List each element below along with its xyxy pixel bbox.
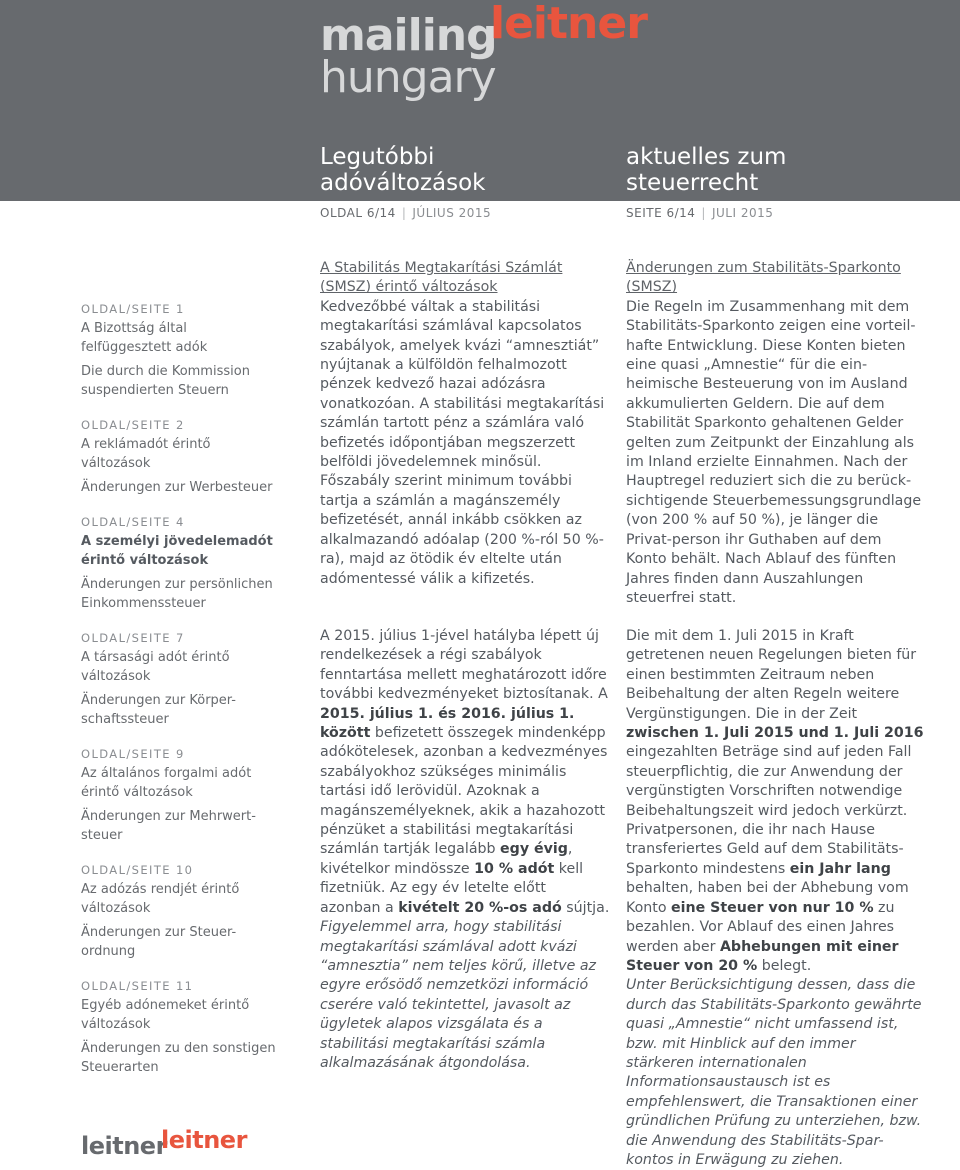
logo-leitner-text: leitner: [490, 0, 647, 49]
page-date: JÚLIUS 2015: [412, 206, 492, 220]
toc-entry[interactable]: [81, 861, 281, 961]
header-band: [0, 0, 960, 201]
text-italic: Unter Berücksichtigung dessen, dass die durch das Stabilitäts-Sparkonto gewährte quasi „Amnestie“ nicht umfassend ist, bzw. mit Hinblick auf den immer stärkeren internationalen Informationsaustausch ist es empfehlenswert, die Transaktionen einer gründlichen Prüfung zu unterziehen, bzw. die Anwendung des Stabilitäts-Spar-kontos in Erwägung zu ziehen.: [626, 977, 922, 1168]
toc-title-de[interactable]: Änderungen zur Steuer-ordnung: [81, 925, 237, 959]
text-bold: egy évig: [500, 841, 568, 858]
table-of-contents: [81, 300, 281, 1093]
text-run: behalten, haben bei der Abhebung vom Konto: [626, 880, 909, 916]
toc-page-label: OLDAL/SEITE 7: [81, 631, 185, 645]
paragraph-italic: [626, 976, 926, 1170]
text-run: belegt.: [757, 957, 812, 974]
text-bold: Abhebungen mit einer Steuer von 20 %: [626, 938, 899, 974]
text-run: eingezahlten Beträge sind auf jeden Fall steuerpflichtig, die zur Anwendung der vergünstigten Vorschriften notwendige Beibehaltungszeit wird jedoch verkürzt. Privatpersonen, die ihr nach Hause transferiertes Geld auf dem Stabilitäts-Sparkonto mindestens: [626, 744, 912, 877]
toc-entry-current[interactable]: [81, 513, 281, 613]
toc-entry[interactable]: [81, 300, 281, 400]
logo-hungary-text: hungary: [320, 52, 496, 103]
text-bold: zwischen 1. Juli 2015 und 1. Juli 2016: [626, 725, 924, 742]
paragraph-italic: [320, 918, 610, 1073]
footer-logo: [81, 1128, 251, 1160]
text-italic: Figyelemmel arra, hogy stabilitási megtakarítási számlával adott kvázi “amnesztia” nem teljes körű, illetve az egyre erősödő nemzetközi információ cserére való tekintettel, javasolt az ügyletek alapos vizsgálata és a stabilitási megtakarítási számla alkalmazásának átgondolása.: [320, 919, 596, 1071]
page-label: SEITE 6/14: [626, 206, 696, 220]
text-run: kell fizetniük. Az egy év letelte előtt azonban a: [320, 860, 584, 916]
text-run: A 2015. július 1-jével hatályba lépett új rendelkezések a régi szabályok fenntartása mellett meghatározott időre további kedvezményeket biztosítanak. A: [320, 628, 608, 703]
section-title-de: aktuelles zum steuerrecht: [626, 144, 787, 196]
article-de-part2: [626, 627, 926, 1170]
text-run: befizetett összegek mindenképp adókötelesek, azonban a kedvezményes szabályokhoz szükséges minimális tartási idő lerövidül. Azoknak a magánszemélyeknek, akik a hazahozott pénzüket a stabilitási megtakarítási számlán tartják legalább: [320, 725, 608, 858]
text-bold: 2015. július 1. és 2016. július 1. között: [320, 705, 575, 742]
toc-title-hu[interactable]: A társasági adót érintő változások: [81, 650, 230, 684]
toc-title-hu[interactable]: Egyéb adónemeket érintő változások: [81, 998, 250, 1032]
section-title-hu: Legutóbbi adóváltozások: [320, 144, 486, 196]
text-bold: ein Jahr lang: [789, 860, 891, 877]
toc-title-de[interactable]: Änderungen zur Werbesteuer: [81, 480, 273, 495]
text-run: sújtja.: [561, 899, 610, 916]
page-indicator-hu: [320, 206, 491, 220]
article-hu-part1: [320, 259, 610, 589]
toc-title-hu[interactable]: A személyi jövedelemadót érintő változások: [81, 534, 273, 568]
text-run: , kivételkor mindössze: [320, 841, 573, 877]
toc-title-hu[interactable]: Az általános forgalmi adót érintő változások: [81, 766, 252, 800]
text-bold: eine Steuer von nur 10 %: [671, 899, 874, 916]
page-indicator-de: [626, 206, 773, 220]
paragraph: [320, 627, 610, 918]
toc-entry[interactable]: [81, 745, 281, 845]
toc-title-de[interactable]: Änderungen zur persönlichen Einkommenssteuer: [81, 577, 273, 611]
separator: |: [701, 206, 706, 220]
separator: |: [401, 206, 407, 220]
text-run: zu bezahlen. Vor Ablauf des einen Jahres werden aber: [626, 899, 895, 955]
page-label: OLDAL 6/14: [320, 206, 396, 220]
toc-title-de[interactable]: Die durch die Kommission suspendierten Steuern: [81, 364, 250, 398]
article-heading-hu: A Stabilitás Megtakarítási Számlát (SMSZ) érintő változások: [320, 260, 563, 296]
toc-entry[interactable]: [81, 977, 281, 1077]
paragraph: Die Regeln im Zusammenhang mit dem Stabilitäts-Sparkonto zeigen eine vorteil-hafte Entwicklung. Diese Konten bieten eine quasi „Amnestie“ für die ein-heimische Besteuerung von im Ausland akkumulierten Geldern. Die auf dem Stabilität Sparkonto gehaltenen Gelder gelten zum Zeitpunkt der Einzahlung als im Inland erzielte Einnahmen. Nach der Hauptregel reduziert sich die zu berück-sichtigende Steuerbemessungsgrundlage (von 200 % auf 50 %), je länger die Privat-person ihr Guthaben auf dem Konto behält. Nach Ablauf des fünften Jahres finden dann Auszahlungen steuerfrei statt.: [626, 298, 922, 606]
toc-page-label: OLDAL/SEITE 9: [81, 747, 185, 761]
footer-logo-red-text: leitner: [161, 1126, 247, 1154]
toc-page-label: OLDAL/SEITE 1: [81, 302, 185, 316]
toc-page-label: OLDAL/SEITE 11: [81, 979, 194, 993]
toc-page-label: OLDAL/SEITE 10: [81, 863, 194, 877]
toc-title-de[interactable]: Änderungen zur Körper-schaftssteuer: [81, 693, 236, 727]
toc-title-hu[interactable]: A reklámadót érintő változások: [81, 437, 211, 471]
text-bold: kivételt 20 %-os adó: [398, 899, 562, 916]
article-de-part1: [626, 259, 926, 608]
text-run: Die mit dem 1. Juli 2015 in Kraft getretenen neuen Regelungen bieten für einen bestimmten Zeitraum neben Beibehaltung der alten Regeln weitere Vergünstigungen. Die in der Zeit: [626, 628, 917, 722]
page-date: JULI 2015: [711, 206, 774, 220]
logo-mailing-text: mailing: [320, 10, 497, 61]
footer-logo-grey-text: leitner: [81, 1132, 167, 1160]
toc-title-de[interactable]: Änderungen zur Mehrwert-steuer: [81, 809, 256, 843]
text-bold: 10 % adót: [474, 860, 555, 877]
article-hu-part2: [320, 627, 610, 1073]
paragraph: Kedvezőbbé váltak a stabilitási megtakarítási számlával kapcsolatos szabályok, amelyek kvázi “amnesztiát” nyújtanak a külföldön felhalmozott pénzek kedvező hazai adózásra vonatkozóan. A stabilitási megtakarítási számlán tartott pénz a számlára való befizetés időpontjában megszerzett belföldi jövedelemnek minősül. Főszabály szerint minimum további tartja a számlán a magánszemély befizetését, annál inkább csökken az alkalmazandó adóalap (200 %-ról 50 %-ra), majd az ötödik év eltelte után adómentessé válik a kifizetés.: [320, 298, 605, 587]
toc-entry[interactable]: [81, 629, 281, 729]
paragraph: [626, 627, 926, 976]
article-heading-de: Änderungen zum Stabilitäts-Sparkonto (SMSZ): [626, 260, 901, 296]
toc-page-label: OLDAL/SEITE 4: [81, 515, 185, 529]
toc-page-label: OLDAL/SEITE 2: [81, 418, 185, 432]
toc-title-hu[interactable]: A Bizottság által felfüggesztett adók: [81, 321, 208, 355]
toc-title-de[interactable]: Änderungen zu den sonstigen Steuerarten: [81, 1041, 276, 1075]
toc-title-hu[interactable]: Az adózás rendjét érintő változások: [81, 882, 240, 916]
toc-entry[interactable]: [81, 416, 281, 497]
